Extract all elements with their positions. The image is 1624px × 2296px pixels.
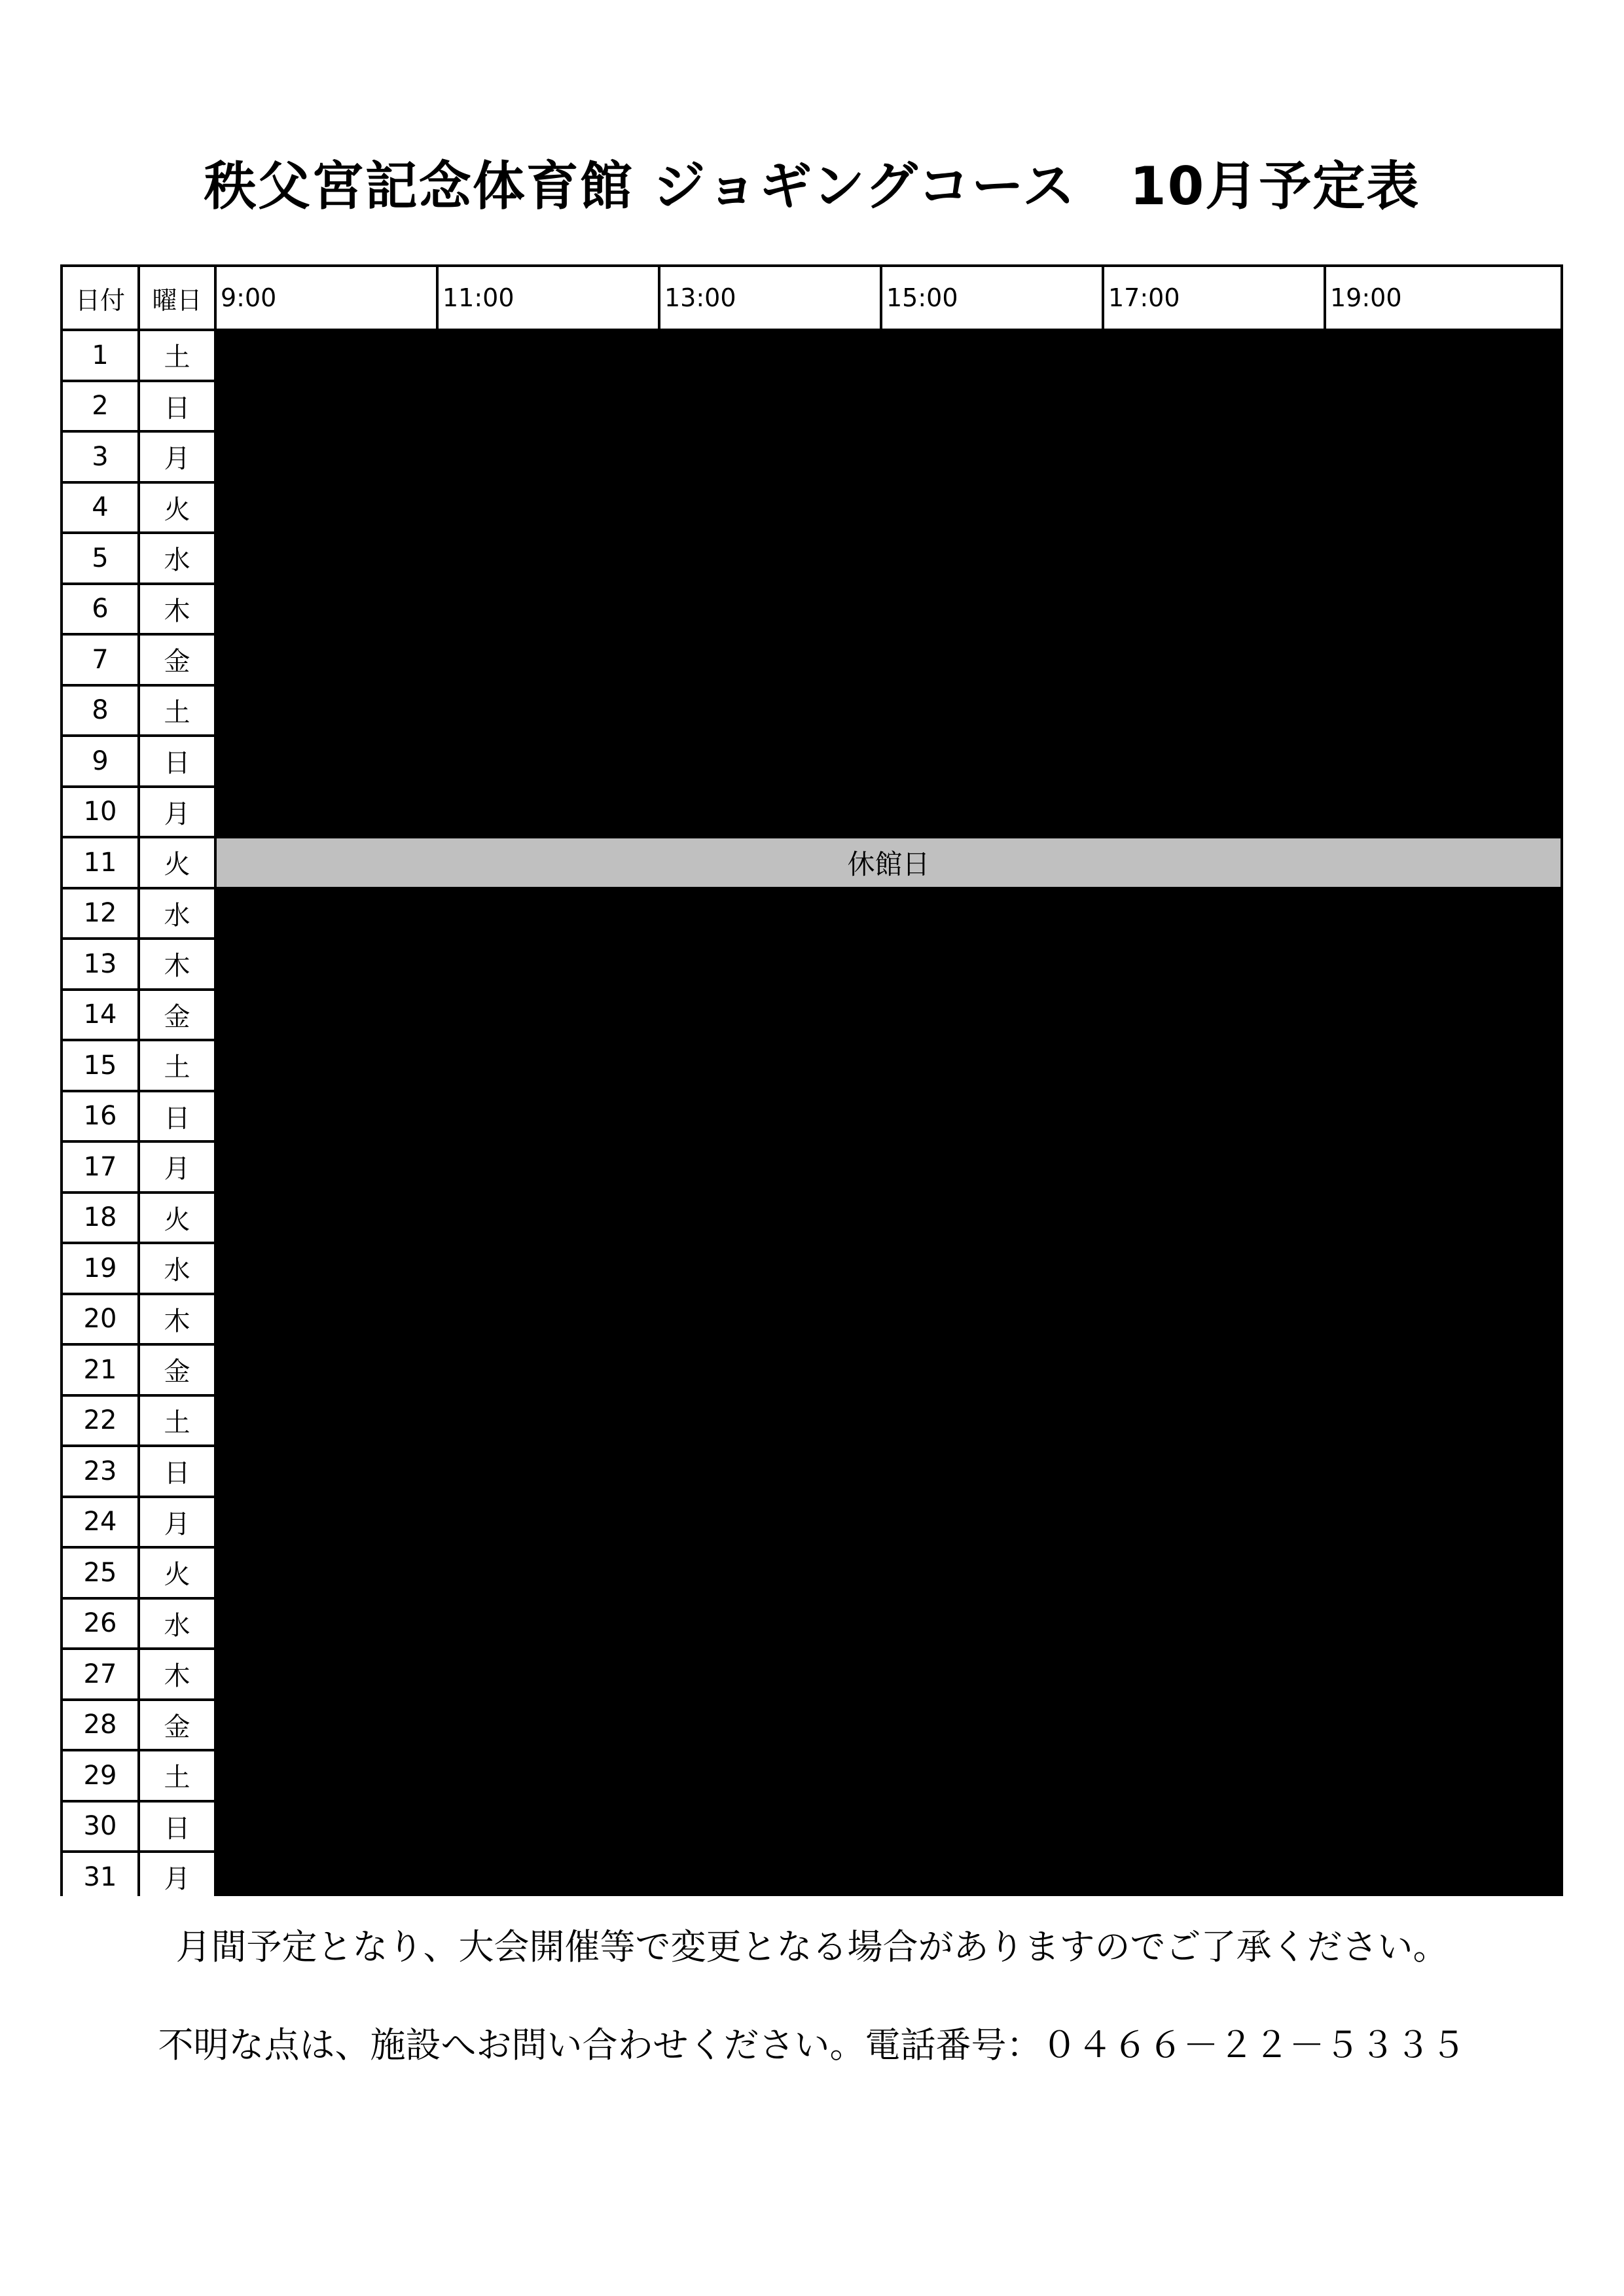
row-date: 11 — [63, 838, 137, 887]
row-weekday: 土 — [140, 1041, 214, 1090]
status-available: 〇利用可能 — [1045, 1610, 1176, 1641]
row-weekday: 土 — [140, 1397, 214, 1445]
status-available: 〇利用可能 — [823, 1509, 954, 1539]
status-closed: 休館日 — [217, 838, 1561, 887]
status-available: 〇利用可能 — [823, 596, 954, 626]
row-weekday: 火 — [140, 1549, 214, 1597]
row-weekday: 土 — [140, 687, 214, 735]
row-date: 24 — [63, 1498, 137, 1547]
status-unavailable: ×利用不可 — [596, 1864, 723, 1895]
status-available: 〇利用可能 — [1378, 748, 1509, 779]
status-unavailable: ×利用不可 — [706, 798, 834, 829]
row-date: 12 — [63, 889, 137, 938]
row-date: 18 — [63, 1194, 137, 1242]
header-time-4: 17:00 — [1104, 267, 1324, 329]
status-unavailable: ×利用不可 — [825, 1103, 952, 1134]
row-date: 10 — [63, 788, 137, 836]
status-available: 〇利用可能 — [823, 393, 954, 423]
header-time-5: 19:00 — [1326, 267, 1561, 329]
status-unavailable: ×利用不可 — [374, 1610, 501, 1641]
status-available: 〇利用可能 — [823, 951, 954, 982]
status-available: 〇利用可能 — [823, 1204, 954, 1235]
status-available: 〇利用可能 — [823, 1357, 954, 1388]
row-weekday: 金 — [140, 636, 214, 684]
status-available: 〇利用可能 — [823, 1306, 954, 1336]
status-available: 〇利用可能 — [1045, 545, 1176, 576]
row-date: 3 — [63, 433, 137, 481]
status-unavailable: ×利用不可 — [825, 1813, 952, 1844]
row-weekday: 火 — [140, 838, 214, 887]
row-weekday: 木 — [140, 1650, 214, 1698]
row-weekday: 日 — [140, 1447, 214, 1496]
row-weekday: 金 — [140, 1346, 214, 1394]
status-available: 〇利用可能 — [1045, 900, 1176, 931]
status-available: 〇利用可能 — [1378, 798, 1509, 829]
row-date: 4 — [63, 484, 137, 532]
status-unavailable: ×利用不可 — [706, 697, 834, 728]
row-date: 30 — [63, 1803, 137, 1851]
header-time-2: 13:00 — [660, 267, 880, 329]
status-available: 〇利用可能 — [1378, 697, 1509, 728]
status-unavailable: ×利用不可 — [706, 1712, 834, 1742]
row-date: 16 — [63, 1092, 137, 1141]
status-available: 〇利用可能 — [823, 444, 954, 475]
row-date: 7 — [63, 636, 137, 684]
row-date: 31 — [63, 1853, 137, 1901]
status-available: 〇利用可能 — [823, 494, 954, 525]
row-weekday: 月 — [140, 1498, 214, 1547]
row-date: 25 — [63, 1549, 137, 1597]
status-unavailable: ×利用不可 — [374, 900, 501, 931]
status-unavailable: ×利用不可 — [706, 748, 834, 779]
row-weekday: 木 — [140, 940, 214, 988]
status-unavailable: ×利用不可 — [596, 342, 723, 373]
row-weekday: 日 — [140, 1803, 214, 1851]
row-weekday: 水 — [140, 1244, 214, 1293]
status-available: 〇利用可能 — [823, 1255, 954, 1286]
row-date: 8 — [63, 687, 137, 735]
status-unavailable: ×利用不可 — [825, 1763, 952, 1793]
header-date: 日付 — [63, 267, 137, 329]
row-date: 19 — [63, 1244, 137, 1293]
row-date: 9 — [63, 737, 137, 785]
status-available: 〇利用可能 — [823, 1661, 954, 1692]
row-date: 20 — [63, 1295, 137, 1344]
row-weekday: 金 — [140, 991, 214, 1039]
row-date: 23 — [63, 1447, 137, 1496]
row-weekday: 火 — [140, 484, 214, 532]
row-date: 17 — [63, 1143, 137, 1191]
status-available: 〇利用可能 — [1267, 1864, 1398, 1895]
status-available: 〇利用可能 — [1267, 342, 1398, 373]
row-date: 1 — [63, 331, 137, 380]
row-weekday: 金 — [140, 1701, 214, 1749]
status-available: 〇利用可能 — [1378, 1052, 1509, 1083]
row-date: 27 — [63, 1650, 137, 1698]
status-unavailable: ×利用不可 — [374, 545, 501, 576]
schedule-table — [60, 264, 1563, 1896]
row-weekday: 月 — [140, 433, 214, 481]
row-date: 2 — [63, 382, 137, 431]
row-weekday: 水 — [140, 1600, 214, 1648]
row-weekday: 水 — [140, 889, 214, 938]
row-weekday: 木 — [140, 1295, 214, 1344]
row-date: 5 — [63, 534, 137, 583]
status-unavailable: ×利用不可 — [706, 1052, 834, 1083]
row-date: 22 — [63, 1397, 137, 1445]
row-weekday: 土 — [140, 331, 214, 380]
row-date: 13 — [63, 940, 137, 988]
page-title: 秩父宮記念体育館 ジョギングコース 10月予定表 — [204, 156, 1420, 217]
header-time-0: 9:00 — [217, 267, 436, 329]
header-time-1: 11:00 — [439, 267, 658, 329]
status-available: 〇利用可能 — [823, 647, 954, 677]
status-unavailable: ×利用不可 — [825, 1407, 952, 1438]
status-available: 〇利用可能 — [823, 1154, 954, 1185]
row-date: 21 — [63, 1346, 137, 1394]
row-date: 14 — [63, 991, 137, 1039]
header-time-3: 15:00 — [882, 267, 1102, 329]
status-unavailable: ×利用不可 — [825, 1458, 952, 1489]
row-date: 15 — [63, 1041, 137, 1090]
row-weekday: 木 — [140, 585, 214, 634]
row-weekday: 月 — [140, 1853, 214, 1901]
row-weekday: 日 — [140, 382, 214, 431]
header-weekday: 曜日 — [140, 267, 214, 329]
row-weekday: 水 — [140, 534, 214, 583]
notice-change: 月間予定となり、大会開催等で変更となる場合がありますのでご了承ください。 — [175, 1926, 1449, 1967]
row-weekday: 火 — [140, 1194, 214, 1242]
status-available: 〇利用可能 — [823, 1560, 954, 1590]
row-weekday: 土 — [140, 1751, 214, 1800]
row-weekday: 月 — [140, 1143, 214, 1191]
row-weekday: 日 — [140, 737, 214, 785]
status-available: 〇利用可能 — [823, 1001, 954, 1032]
row-date: 26 — [63, 1600, 137, 1648]
row-date: 29 — [63, 1751, 137, 1800]
row-weekday: 月 — [140, 788, 214, 836]
notice-contact: 不明な点は、施設へお問い合わせください。電話番号：０４６６－２２－５３３５ — [158, 2024, 1466, 2066]
row-date: 6 — [63, 585, 137, 634]
row-weekday: 日 — [140, 1092, 214, 1141]
row-date: 28 — [63, 1701, 137, 1749]
status-available: 〇利用可能 — [1378, 1712, 1509, 1742]
